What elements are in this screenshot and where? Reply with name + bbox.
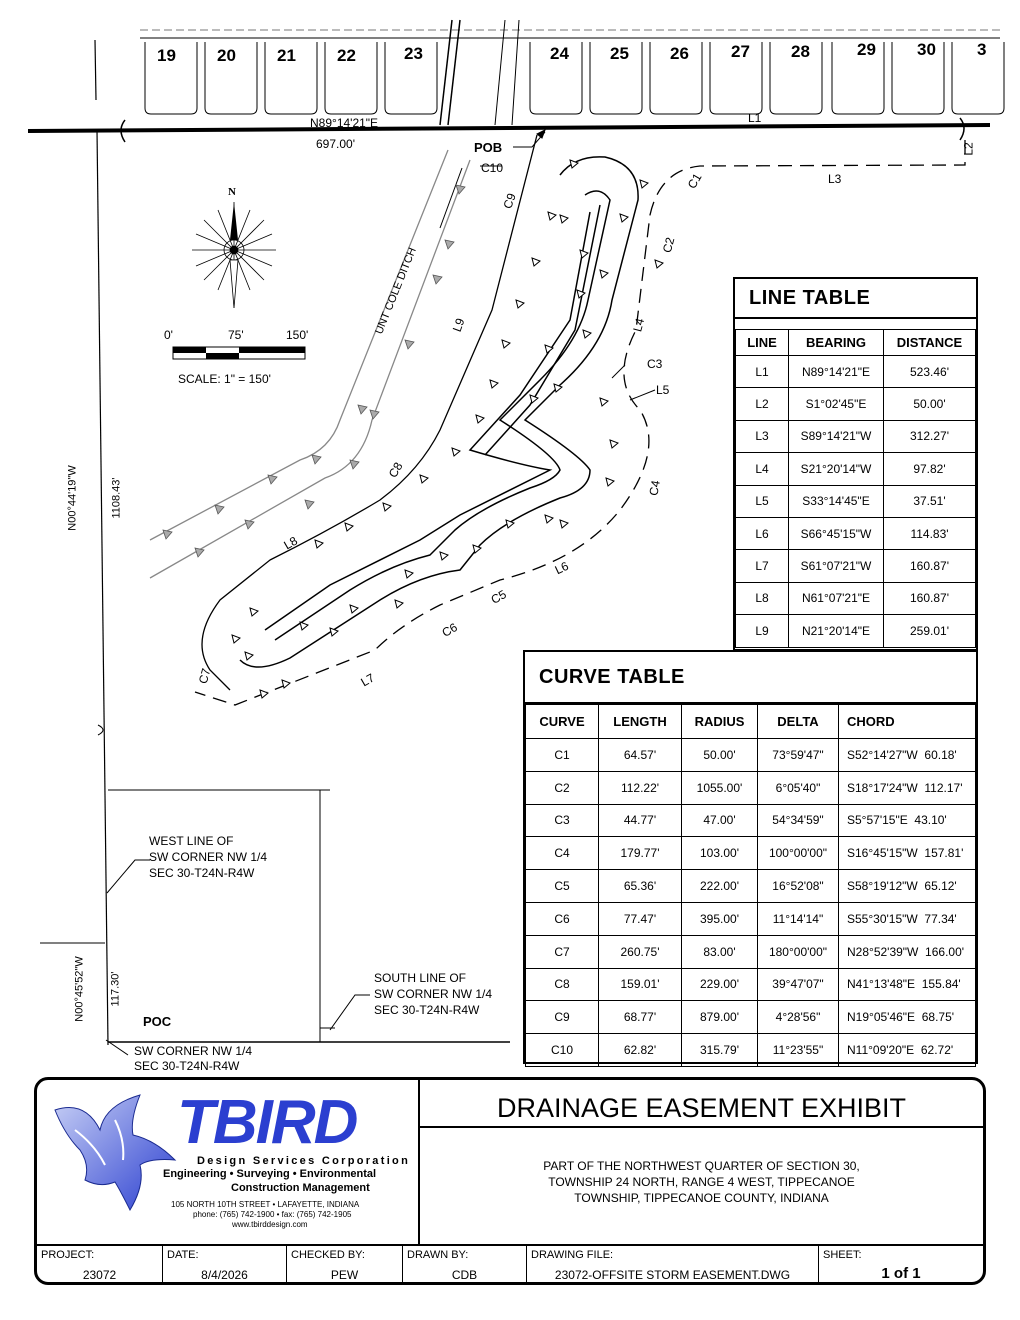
lot-label: 24 (550, 44, 569, 63)
table-cell: N41°13'48"E 155.84' (839, 968, 976, 1001)
l7-label: L7 (358, 670, 377, 690)
company-web: www.tbirddesign.com (232, 1220, 308, 1229)
callout-line: SW CORNER NW 1/4 (134, 1044, 253, 1058)
table-cell: S18°17'24"W 112.17' (839, 771, 976, 804)
sw-corner-callout (134, 1044, 252, 1074)
l4-label: L4 (630, 316, 648, 334)
table-cell: S33°14'45"E (789, 485, 884, 517)
lot-label: 20 (217, 46, 236, 65)
north-boundary-line (28, 125, 990, 131)
line-table-title: LINE TABLE (735, 279, 976, 319)
table-cell: C7 (526, 935, 599, 968)
table-cell: C4 (526, 837, 599, 870)
table-row (526, 968, 976, 1001)
table-cell: 65.36' (599, 870, 682, 903)
table-cell: 44.77' (599, 804, 682, 837)
footer-value: CDB (451, 1268, 478, 1282)
pob-label: POB (474, 140, 503, 155)
table-cell: 6°05'40" (758, 771, 839, 804)
table-cell: 39°47'07" (758, 968, 839, 1001)
lot-label: 19 (157, 46, 176, 65)
lot-label: 3 (977, 40, 987, 59)
footer-label: CHECKED BY: (291, 1249, 365, 1261)
proposed-swale (240, 157, 638, 667)
table-cell: 77.47' (599, 902, 682, 935)
table-cell: S58°19'12"W 65.12' (839, 870, 976, 903)
table-cell: 1055.00' (682, 771, 758, 804)
c10-label: C10 (481, 161, 504, 175)
company-services-2: Construction Management (231, 1182, 370, 1194)
table-cell: 64.57' (599, 739, 682, 772)
table-cell: C6 (526, 902, 599, 935)
column-header: RADIUS (682, 705, 758, 739)
footer-label: SHEET: (823, 1249, 862, 1261)
table-cell: 50.00' (884, 388, 976, 420)
table-cell: C1 (526, 739, 599, 772)
table-row (736, 550, 976, 582)
north-arrow (190, 186, 278, 311)
table-row (526, 935, 976, 968)
table-cell: N61°07'21"E (789, 582, 884, 614)
table-cell: 11°14'14" (758, 902, 839, 935)
table-cell: 47.00' (682, 804, 758, 837)
table-row (736, 582, 976, 614)
company-logo (37, 1080, 420, 1244)
drawing-description (420, 1158, 983, 1206)
c1-label: C1 (684, 170, 705, 192)
eagle-icon (45, 1090, 185, 1220)
company-services: Engineering • Surveying • Environmental (163, 1168, 377, 1180)
table-cell: L6 (736, 517, 789, 549)
callout-line: SEC 30-T24N-R4W (134, 1059, 240, 1073)
table-row (736, 388, 976, 420)
table-cell: 37.51' (884, 485, 976, 517)
west-distance: 697.00' (316, 137, 355, 151)
c6-label: C6 (439, 620, 460, 640)
l8-label: L8 (281, 533, 300, 553)
l5-label: L5 (656, 383, 670, 397)
l3-label: L3 (828, 172, 842, 186)
description-line: PART OF THE NORTHWEST QUARTER OF SECTION 30, (543, 1159, 860, 1173)
table-row (526, 739, 976, 772)
table-row (526, 1001, 976, 1034)
c4-label: C4 (646, 479, 663, 497)
table-cell: 222.00' (682, 870, 758, 903)
callout-line: SEC 30-T24N-R4W (374, 1003, 480, 1017)
table-cell: S21°20'14"W (789, 453, 884, 485)
sheet-cell (819, 1246, 983, 1285)
table-cell: N28°52'39"W 166.00' (839, 935, 976, 968)
poc-label: POC (143, 1014, 172, 1029)
north-line-bearing: N89°14'21"E (310, 116, 379, 130)
table-row (526, 837, 976, 870)
l6-label: L6 (552, 558, 571, 578)
table-cell: 229.00' (682, 968, 758, 1001)
column-header: BEARING (789, 330, 884, 356)
table-cell: 11°23'55" (758, 1034, 839, 1067)
logo-wordmark: TBIRD (177, 1088, 357, 1157)
footer-value: 8/4/2026 (201, 1268, 248, 1282)
table-cell: C9 (526, 1001, 599, 1034)
callout-line: SW CORNER NW 1/4 (149, 850, 268, 864)
table-row (736, 453, 976, 485)
compass-rose-icon (190, 200, 278, 310)
table-row (736, 420, 976, 452)
table-cell: N11°09'20"E 62.72' (839, 1034, 976, 1067)
table-cell: C2 (526, 771, 599, 804)
table-cell: 114.83' (884, 517, 976, 549)
scale-tick: 75' (228, 328, 244, 342)
west-line-bearing: N00°44'19"W (66, 465, 79, 531)
table-cell: 112.22' (599, 771, 682, 804)
table-cell: 97.82' (884, 453, 976, 485)
footer-value: PEW (330, 1268, 359, 1282)
scale-bar (160, 328, 320, 388)
table-cell: L5 (736, 485, 789, 517)
company-subtitle: Design Services Corporation (197, 1155, 411, 1167)
table-cell: L1 (736, 356, 789, 388)
table-cell: 160.87' (884, 550, 976, 582)
table-cell: N21°20'14"E (789, 615, 884, 647)
table-cell: C10 (526, 1034, 599, 1067)
table-cell: C8 (526, 968, 599, 1001)
c7-label: C7 (195, 666, 214, 686)
column-header: CURVE (526, 705, 599, 739)
lot-strip (140, 20, 1000, 125)
lot-label: 21 (277, 46, 296, 65)
table-cell: 4°28'56" (758, 1001, 839, 1034)
column-header: DISTANCE (884, 330, 976, 356)
table-cell: L3 (736, 420, 789, 452)
table-cell: L4 (736, 453, 789, 485)
table-cell: C3 (526, 804, 599, 837)
checked-by-cell (287, 1246, 403, 1285)
table-row (526, 771, 976, 804)
c2-label: C2 (659, 235, 678, 255)
lot-label: 29 (857, 40, 876, 59)
c5-label: C5 (488, 587, 509, 607)
l9-label: L9 (449, 316, 468, 334)
table-row (526, 1034, 976, 1067)
lot-label: 27 (731, 42, 750, 61)
table-cell: 62.82' (599, 1034, 682, 1067)
table-cell: 159.01' (599, 968, 682, 1001)
footer-label: DRAWING FILE: (531, 1249, 614, 1261)
table-cell: 259.01' (884, 615, 976, 647)
table-cell: S61°07'21"W (789, 550, 884, 582)
table-cell: S16°45'15"W 157.81' (839, 837, 976, 870)
table-cell: 54°34'59" (758, 804, 839, 837)
table-cell: 315.79' (682, 1034, 758, 1067)
l1-label: L1 (748, 111, 762, 125)
callout-line: SOUTH LINE OF (374, 971, 467, 985)
footer-value: 1 of 1 (881, 1265, 921, 1282)
table-cell: L8 (736, 582, 789, 614)
title-footer (37, 1244, 983, 1285)
callout-line: SEC 30-T24N-R4W (149, 866, 255, 880)
line-table (733, 277, 978, 651)
lot-label: 25 (610, 44, 629, 63)
table-cell: S1°02'45"E (789, 388, 884, 420)
c3-label: C3 (647, 357, 663, 371)
table-cell: S66°45'15"W (789, 517, 884, 549)
table-cell: 879.00' (682, 1001, 758, 1034)
lot-label: 22 (337, 46, 356, 65)
ditch-label: UNT COLE DITCH (373, 246, 419, 336)
table-cell: 160.87' (884, 582, 976, 614)
column-header: DELTA (758, 705, 839, 739)
callout-line: SW CORNER NW 1/4 (374, 987, 493, 1001)
table-row (526, 870, 976, 903)
table-cell: L2 (736, 388, 789, 420)
drawn-by-cell (403, 1246, 527, 1285)
footer-label: PROJECT: (41, 1249, 95, 1261)
lot-label: 26 (670, 44, 689, 63)
table-cell: N89°14'21"E (789, 356, 884, 388)
drawing-file-cell (527, 1246, 819, 1285)
title-block (34, 1077, 986, 1285)
table-cell: N19°05'46"E 68.75' (839, 1001, 976, 1034)
company-address: 105 NORTH 10TH STREET • LAFAYETTE, INDIANA (171, 1200, 360, 1209)
table-cell: 100°00'00" (758, 837, 839, 870)
footer-label: DATE: (167, 1249, 199, 1261)
table-row (736, 485, 976, 517)
description-line: TOWNSHIP 24 NORTH, RANGE 4 WEST, TIPPECANOE (548, 1175, 855, 1189)
table-row (736, 356, 976, 388)
company-phone: phone: (765) 742-1900 • fax: (765) 742-1905 (193, 1210, 352, 1219)
description-line: TOWNSHIP, TIPPECANOE COUNTY, INDIANA (574, 1191, 829, 1205)
table-cell: 260.75' (599, 935, 682, 968)
c8-label: C8 (385, 459, 406, 481)
curve-table-title: CURVE TABLE (525, 652, 976, 704)
table-cell: S55°30'15"W 77.34' (839, 902, 976, 935)
lot-label: 23 (404, 44, 423, 63)
table-cell: 68.77' (599, 1001, 682, 1034)
table-cell: 523.46' (884, 356, 976, 388)
lot-label: 28 (791, 42, 810, 61)
table-cell: 16°52'08" (758, 870, 839, 903)
project-cell (37, 1246, 163, 1285)
table-cell: 312.27' (884, 420, 976, 452)
l2-label: L2 (961, 142, 976, 156)
south-line-bearing: N00°45'52"W (73, 956, 86, 1022)
west-line-callout (149, 833, 267, 881)
scale-tick: 150' (286, 328, 309, 342)
column-header: LENGTH (599, 705, 682, 739)
column-header: CHORD (839, 705, 976, 739)
table-cell: L9 (736, 615, 789, 647)
table-cell: 103.00' (682, 837, 758, 870)
north-label: N (228, 186, 236, 198)
scale-label: SCALE: 1" = 150' (178, 372, 271, 386)
south-line-length: 117.30' (109, 971, 122, 1007)
footer-value: 23072-OFFSITE STORM EASEMENT.DWG (554, 1268, 791, 1282)
table-row (736, 517, 976, 549)
table-cell: 395.00' (682, 902, 758, 935)
column-header: LINE (736, 330, 789, 356)
table-row (526, 902, 976, 935)
table-cell: S52°14'27"W 60.18' (839, 739, 976, 772)
table-row (526, 804, 976, 837)
scale-tick: 0' (164, 328, 173, 342)
table-cell: 180°00'00" (758, 935, 839, 968)
table-cell: L7 (736, 550, 789, 582)
table-cell: S89°14'21"W (789, 420, 884, 452)
table-cell: 179.77' (599, 837, 682, 870)
curve-table (523, 650, 978, 1064)
south-line-callout (374, 970, 492, 1018)
table-cell: S5°57'15"E 43.10' (839, 804, 976, 837)
drawing-title: DRAINAGE EASEMENT EXHIBIT (420, 1080, 983, 1128)
date-cell (163, 1246, 287, 1285)
c9-label: C9 (500, 191, 519, 211)
table-row (736, 615, 976, 647)
table-cell: 83.00' (682, 935, 758, 968)
footer-label: DRAWN BY: (407, 1249, 469, 1261)
lot-label: 30 (917, 40, 936, 59)
table-cell: 50.00' (682, 739, 758, 772)
footer-value: 23072 (82, 1268, 117, 1282)
table-cell: C5 (526, 870, 599, 903)
table-cell: 73°59'47" (758, 739, 839, 772)
callout-line: WEST LINE OF (149, 834, 234, 848)
west-line-length: 1108.43' (110, 477, 123, 519)
